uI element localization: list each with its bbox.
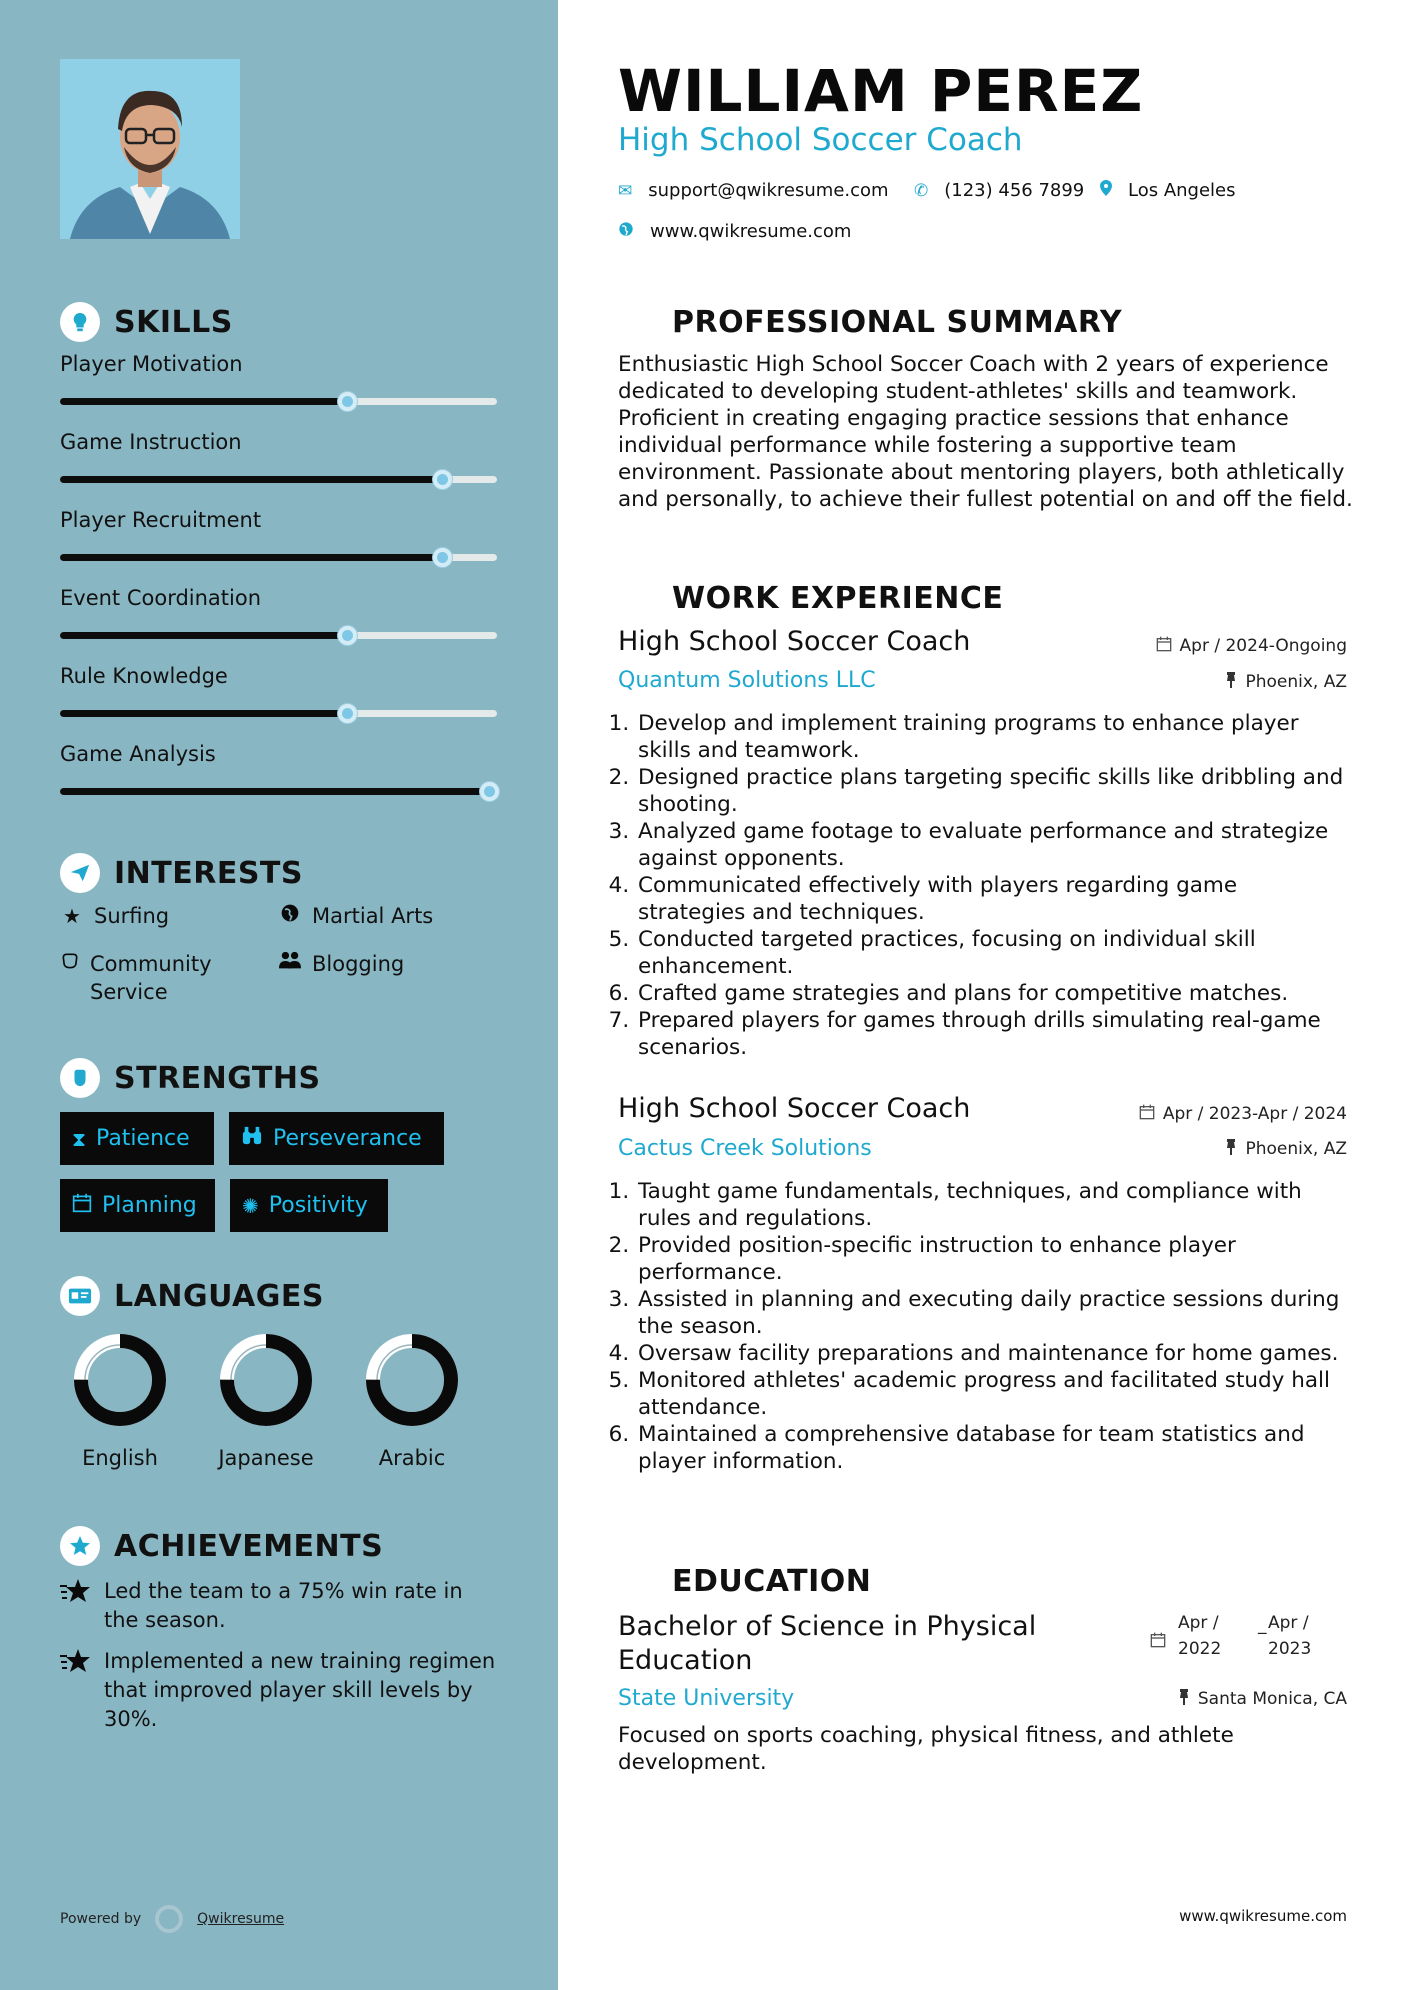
sidebar — [0, 0, 558, 1990]
language-item — [216, 1332, 316, 1470]
job-location: Phoenix, AZ — [1225, 672, 1347, 692]
pushpin-icon — [1225, 672, 1237, 692]
language-level-ring — [218, 1332, 314, 1428]
strength-tag: Planning — [60, 1179, 215, 1232]
interest-item: Blogging — [278, 950, 404, 979]
skill-item — [60, 508, 500, 532]
qwikresume-logo-icon — [155, 1905, 183, 1933]
hourglass-icon: ⧗ — [72, 1126, 87, 1151]
achievement-item: Implemented a new training regimen that improved player skill levels by 30%. — [60, 1647, 500, 1734]
strengths-heading: STRENGTHS — [60, 1058, 321, 1098]
binoculars-icon — [241, 1126, 263, 1151]
envelope-icon: ✉ — [618, 180, 633, 201]
education-start-date: Apr / 2022 — [1178, 1613, 1222, 1659]
sun-icon: ✺ — [242, 1193, 259, 1218]
skill-bar-knob — [338, 392, 357, 411]
contact-location: Los Angeles — [1100, 180, 1236, 201]
duty-item: 6. Crafted game strategies and plans for competitive matches. — [636, 980, 1350, 1007]
language-label: Japanese — [218, 1446, 314, 1470]
star-icon: ★ — [63, 904, 81, 928]
summary-heading: PROFESSIONAL SUMMARY — [618, 302, 1122, 342]
skill-bar-fill — [60, 554, 443, 561]
calendar-icon — [72, 1193, 92, 1218]
skill-name: Player Motivation — [60, 352, 243, 376]
languages-heading: LANGUAGES — [60, 1276, 324, 1316]
users-icon — [278, 950, 302, 979]
globe-icon — [618, 221, 634, 242]
education-end-date: Apr / 2023 — [1268, 1613, 1312, 1659]
qwikresume-link[interactable]: Qwikresume — [197, 1911, 285, 1927]
skills-heading: SKILLS — [60, 302, 233, 342]
id-card-icon — [60, 1276, 100, 1316]
skill-item — [60, 586, 500, 610]
skill-name: Rule Knowledge — [60, 664, 228, 688]
interest-item: Community Service — [60, 950, 260, 1006]
pushpin-icon — [1178, 1689, 1190, 1709]
skill-name: Game Analysis — [60, 742, 216, 766]
experience-heading: WORK EXPERIENCE — [618, 578, 1003, 618]
summary-text: Enthusiastic High School Soccer Coach with 2 years of experience dedicated to developing student-athletes' skills and teamwork. Proficient in creating engaging practice sessions that enhance individual performance while fostering a supportive team environment. Passionate about mentoring players, both athletically and personally, to achieve their fullest potential on and off the field. — [618, 352, 1353, 512]
duty-item: 1. Develop and implement training programs to enhance player skills and teamwork. — [636, 710, 1350, 764]
language-item — [70, 1332, 170, 1470]
skill-bar-fill — [60, 398, 348, 405]
fist-icon — [60, 1058, 100, 1098]
interests-heading: INTERESTS — [60, 853, 303, 893]
job-dates: Apr / 2023-Apr / 2024 — [1139, 1104, 1347, 1124]
duty-item: 2. Designed practice plans targeting specific skills like dribbling and shooting. — [636, 764, 1350, 818]
achievement-item: Led the team to a 75% win rate in the season. — [60, 1577, 500, 1635]
duty-item: 4. Oversaw facility preparations and maintenance for home games. — [636, 1340, 1350, 1367]
skill-bar-fill — [60, 632, 348, 639]
skill-bar-fill — [60, 710, 348, 717]
skill-bar-track — [60, 554, 497, 561]
skill-bar-track — [60, 788, 497, 795]
skill-name: Event Coordination — [60, 586, 262, 610]
skill-item — [60, 742, 500, 766]
interest-item: Martial Arts — [278, 902, 433, 930]
duty-item: 3. Analyzed game footage to evaluate performance and strategize against opponents. — [636, 818, 1350, 872]
skill-bar-knob — [338, 704, 357, 723]
skill-name: Game Instruction — [60, 430, 242, 454]
job-location: Phoenix, AZ — [1225, 1139, 1347, 1159]
education-school: State University — [618, 1686, 795, 1711]
graduation-cap-icon — [618, 1561, 658, 1601]
skill-bar-knob — [433, 548, 452, 567]
job-duties — [610, 1178, 1350, 1475]
skill-bar-track — [60, 398, 497, 405]
skill-bar-knob — [480, 782, 499, 801]
calendar-icon — [1156, 636, 1172, 656]
language-level-ring — [72, 1332, 168, 1428]
skill-bar-fill — [60, 476, 443, 483]
map-pin-icon — [1100, 180, 1112, 201]
skill-bar-knob — [338, 626, 357, 645]
strength-tag: ⧗ Patience — [60, 1112, 214, 1165]
achievements-heading: ACHIEVEMENTS — [60, 1526, 383, 1566]
candidate-name: WILLIAM PEREZ — [618, 57, 1144, 125]
trophy-star-icon — [60, 1647, 92, 1683]
education-date-separator: _ — [1258, 1615, 1267, 1635]
skill-bar-track — [60, 632, 497, 639]
language-label: English — [82, 1446, 158, 1470]
education-description: Focused on sports coaching, physical fitness, and athlete development. — [618, 1723, 1234, 1775]
language-label: Arabic — [378, 1446, 446, 1470]
interest-item: ★ Surfing — [60, 902, 169, 930]
skill-bar-track — [60, 710, 497, 717]
skill-item — [60, 430, 500, 454]
duty-item: 6. Maintained a comprehensive database for team statistics and player information. — [636, 1421, 1350, 1475]
hand-icon — [60, 950, 80, 978]
education-start-icon — [1150, 1616, 1166, 1656]
candidate-title: High School Soccer Coach — [618, 122, 1023, 158]
duty-item: 7. Prepared players for games through drills simulating real-game scenarios. — [636, 1007, 1350, 1061]
profile-photo — [60, 59, 240, 239]
skill-bar-track — [60, 476, 497, 483]
strength-tag: Perseverance — [229, 1112, 444, 1165]
job-title: High School Soccer Coach — [618, 626, 971, 657]
trophy-star-icon — [60, 1577, 92, 1613]
contact-email[interactable]: ✉ support@qwikresume.com — [618, 180, 889, 201]
duty-item: 3. Assisted in planning and executing daily practice sessions during the season. — [636, 1286, 1350, 1340]
language-item — [362, 1332, 462, 1470]
job-duties — [610, 710, 1350, 1061]
strength-tag: ✺ Positivity — [230, 1179, 388, 1232]
powered-by: Powered by Qwikresume — [60, 1905, 284, 1933]
job-dates: Apr / 2024-Ongoing — [1156, 636, 1347, 656]
contact-website[interactable]: www.qwikresume.com — [618, 221, 851, 242]
user-icon — [618, 302, 658, 342]
education-heading: EDUCATION — [618, 1561, 871, 1601]
lightbulb-icon — [60, 302, 100, 342]
phone-icon: ✆ — [914, 180, 929, 201]
job-title: High School Soccer Coach — [618, 1093, 971, 1124]
chair-icon — [618, 578, 658, 618]
duty-item: 1. Taught game fundamentals, techniques, and compliance with rules and regulations. — [636, 1178, 1350, 1232]
pushpin-icon — [1225, 1139, 1237, 1159]
contact-phone[interactable]: ✆ (123) 456 7899 — [914, 180, 1085, 201]
skill-item — [60, 352, 500, 376]
duty-item: 5. Conducted targeted practices, focusing on individual skill enhancement. — [636, 926, 1350, 980]
paper-plane-icon — [60, 853, 100, 893]
globe-icon — [278, 902, 302, 930]
profile-photo-illustration — [60, 59, 240, 239]
star-badge-icon — [60, 1526, 100, 1566]
skill-bar-fill — [60, 788, 490, 795]
footer-url[interactable]: www.qwikresume.com — [1179, 1907, 1347, 1925]
skill-name: Player Recruitment — [60, 508, 262, 532]
education-location: Santa Monica, CA — [1178, 1689, 1347, 1709]
job-company: Cactus Creek Solutions — [618, 1136, 872, 1161]
education-degree: Bachelor of Science in Physical Education — [618, 1611, 1037, 1676]
duty-item: 5. Monitored athletes' academic progress and facilitated study hall attendance. — [636, 1367, 1350, 1421]
duty-item: 2. Provided position-specific instruction to enhance player performance. — [636, 1232, 1350, 1286]
calendar-icon — [1139, 1104, 1155, 1124]
skill-bar-knob — [433, 470, 452, 489]
duty-item: 4. Communicated effectively with players regarding game strategies and techniques. — [636, 872, 1350, 926]
skill-item — [60, 664, 500, 688]
job-company: Quantum Solutions LLC — [618, 668, 876, 693]
language-level-ring — [364, 1332, 460, 1428]
